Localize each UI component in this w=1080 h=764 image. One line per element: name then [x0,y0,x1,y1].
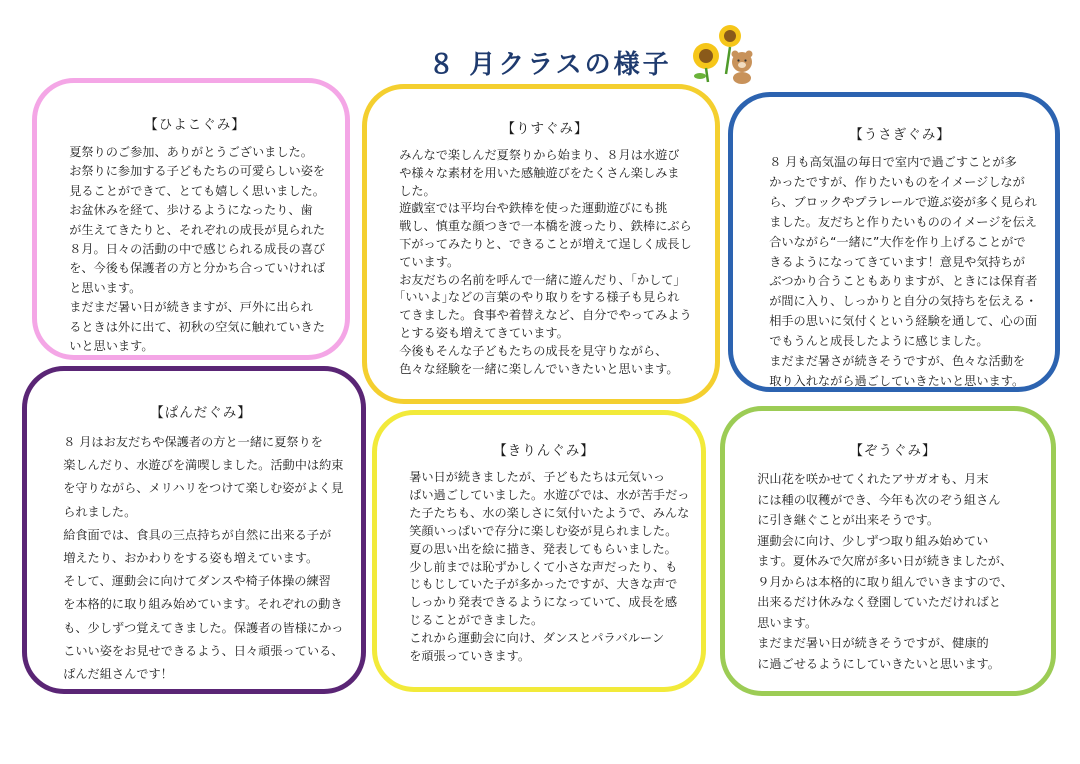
class-card-risu [362,84,720,404]
text-line: 今後もそんな子どもたちの成長を見守りながら、 [399,343,668,358]
text-line: ｢いいよ｣などの言葉のやり取りをする様子も見られ [399,290,680,305]
text-line: でもうんと成長したように感じました。 [769,334,989,349]
text-line: ぱい過ごしていました。水遊びでは、水が苦手だっ [409,487,690,502]
class-text [51,431,351,686]
text-line: 楽しんだり、水遊びを満喫しました。活動中は約束 [63,458,344,473]
text-line: しっかり発表できるようになっていて、成長を感 [409,595,678,610]
text-line: が生えてきたりと、それぞれの成長が見られた [69,222,326,237]
class-card-zou [720,406,1056,696]
text-line: そして、運動会に向けてダンスや椅子体操の練習 [63,574,331,589]
text-line: 見ることができて、とても嬉しく思いました。 [69,183,325,198]
class-heading: 【うさぎぐみ】 [849,127,951,143]
text-line: も、少しずつ覚えてきました。保護者の皆様にかっ [63,620,344,635]
class-card-panda [22,366,366,694]
text-line: かったですが、作りたいものをイメージしなが [769,174,1025,189]
sunflower-bear-illustration [690,22,760,84]
text-line: 笑顔いっぱいで存分に楽しむ姿が見られました。 [409,523,678,538]
class-heading: 【ぞうぐみ】 [849,443,937,459]
class-card-kirin [372,410,706,692]
text-line: や様々な素材を用いた感触遊びをたくさん楽しみま [399,165,680,180]
text-line: お友だちの名前を呼んで一緒に遊んだり、｢かして｣ [399,272,680,287]
text-line: 沢山花を咲かせてくれたアサガオも、月末 [757,472,989,486]
class-text [745,469,1041,674]
text-line: した。 [399,183,436,198]
text-line: に過ごせるようにしていきたいと思います。 [757,656,1000,671]
text-line: が間に入り、しっかりと自分の気持ちを伝える・ [769,294,1038,309]
text-line: ８ 月も高気温の毎日で室内で過ごすことが多 [769,155,1017,169]
page-title: ８ 月クラスの様子 [428,50,672,80]
text-line: られました。 [63,504,137,519]
text-line: まだまだ暑さが続きそうですが、色々な活動を [769,354,1026,369]
class-heading: 【ひよこぐみ】 [144,117,246,133]
text-line: まだまだ暑い日が続きそうですが、健康的 [757,636,989,650]
text-line: 暑い日が続きましたが、子どもたちは元気いっ [409,470,666,484]
text-line: た子たちも、水の楽しさに気付いたようで、みんな [409,505,690,520]
class-text [387,147,703,378]
text-line: ら、ブロックやプラレールで遊ぶ姿が多く見られ [769,194,1037,209]
text-line: てきました。食事や着替えなど、自分でやってみよう [399,308,692,323]
text-line: 夏の思い出を絵に描き、発表してもらいました。 [409,541,677,556]
text-line: を頑張っていきます。 [409,649,531,664]
text-line: を、今後も保護者の方と分かち合っていければ [69,261,326,276]
text-line: 出来るだけ休みなく登園していただければと [757,595,1001,609]
text-line: を本格的に取り組み始めています。それぞれの動き [63,597,343,612]
text-line: こいい姿をお見せできるよう、日々頑張っている、 [63,643,344,658]
text-line: まだまだ暑い日が続きますが、戸外に出られ [69,300,313,315]
class-heading: 【きりんぐみ】 [493,443,595,459]
text-line: 増えたり、おかわりをする姿も増えています。 [63,551,319,566]
class-text [397,469,691,666]
text-line: 夏祭りのご参加、ありがとうございました。 [69,145,313,159]
text-line: きるようになってきています！意見や気持ちが [769,254,1026,269]
class-heading: 【ぱんだぐみ】 [150,405,252,421]
text-line: を守りながら、メリハリをつけて楽しむ姿がよく見 [63,481,344,496]
class-text [57,143,333,356]
text-line: いと思います。 [69,339,154,354]
text-line: 遊戯室では平均台や鉄棒を使った運動遊びにも挑 [399,201,668,216]
text-line: 合いながら“一緒に”大作を作り上げることがで [769,234,1026,249]
text-line: には種の収穫ができ、今年も次のぞう組さん [757,492,1001,507]
text-line: じもじしていた子が多かったですが、大きな声で [409,577,678,592]
text-line: ９月からは本格的に取り組んでいきますので、 [757,574,1013,589]
text-line: みんなで楽しんだ夏祭りから始まり、８月は水遊び [399,148,680,162]
text-line: ています。 [399,254,460,269]
text-line: ます。夏休みで欠席が多い日が続きましたが、 [757,554,1013,568]
text-line: 取り入れながら過ごしていきたいと思います。 [769,373,1025,388]
text-line: 運動会に向け、少しずつ取り組み始めてい [757,533,989,548]
text-line: 少し前までは恥ずかしくて小さな声だったり、も [409,559,678,574]
text-line: 相手の思いに気付くという経験を通して、心の面 [769,314,1038,329]
text-line: ８月。日々の活動の中で感じられる成長の喜び [69,242,326,257]
bear-icon [732,51,753,85]
class-heading: 【りすぐみ】 [501,121,589,137]
text-line: 思います。 [757,615,818,630]
class-card-usagi [728,92,1060,392]
text-line: これから運動会に向け、ダンスとパラバルーン [409,631,665,646]
text-line: ぶつかり合うこともありますが、ときには保育者 [769,274,1038,289]
text-line: に引き継ぐことが出来そうです。 [757,513,940,527]
text-line: 色々な経験を一緒に楽しんでいきたいと思います。 [399,361,679,376]
text-line: 給食面では、食具の三点持ちが自然に出来る子が [63,527,332,542]
text-line: るときは外に出て、初秋の空気に触れていきた [69,319,325,334]
text-line: お祭りに参加する子どもたちの可愛らしい姿を [69,164,326,179]
text-line: ぱんだ組さんです！ [63,667,173,682]
text-line: お盆休みを経て、歩けるようになったり、歯 [69,203,313,218]
text-line: 下がってみたりと、できることが増えて逞しく成長し [399,236,692,251]
text-line: ８ 月はお友だちや保護者の方と一緒に夏祭りを [63,435,323,449]
text-line: とする姿も増えてきています。 [399,325,569,340]
text-line: 戦し、慎重な顔つきで一本橋を渡ったり、鉄棒にぶら [399,219,692,234]
text-line: じることができました。 [409,613,544,628]
text-line: と思います。 [69,280,142,295]
class-card-hiyoko [32,78,350,360]
text-line: ました。友だちと作りたいもののイメージを伝え [769,214,1037,229]
class-text [757,153,1043,392]
